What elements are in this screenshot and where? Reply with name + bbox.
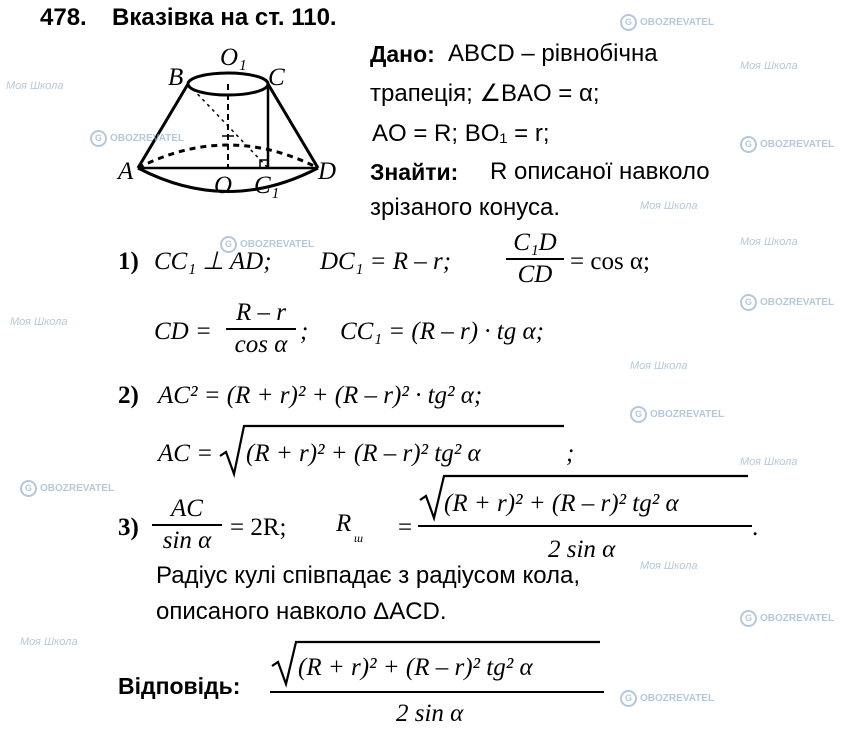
watermark-logo: G OBOZREVATEL [20, 480, 114, 497]
label-C1: C₁ [254, 172, 280, 199]
find-line-2: зрізаного конуса. [370, 194, 560, 221]
watermark-text: Моя Школа [740, 236, 798, 248]
watermark-logo: G OBOZREVATEL [620, 14, 714, 31]
watermark-text: Моя Школа [630, 360, 688, 372]
step-3-r-subscript: ш [354, 531, 364, 545]
step-1b-cc1: CC₁ = (R – r) · tg α; [340, 318, 544, 345]
watermark-text: Моя Школа [740, 60, 798, 72]
watermark-text: Моя Школа [740, 456, 798, 468]
label-O: O [214, 172, 233, 199]
step-1-fraction [506, 228, 564, 290]
step-1b-cd: CD = [154, 318, 212, 345]
watermark-logo: G OBOZREVATEL [220, 236, 314, 253]
watermark-logo: G OBOZREVATEL [620, 690, 714, 707]
conclusion-line-1: Радіус кулі співпадає з радіусом кола, [156, 562, 581, 589]
step-2-number: 2) [118, 382, 139, 409]
answer-radicand: (R + r)² + (R – r)² tg² α [298, 654, 533, 681]
step-3-equals: = [398, 514, 413, 541]
label-B: B [168, 64, 184, 91]
watermark-text: Моя Школа [20, 636, 78, 648]
answer-denominator: 2 sin α [396, 700, 464, 727]
watermark-logo: G OBOZREVATEL [90, 130, 184, 147]
step-2-ac-squared: AC² = (R + r)² + (R – r)² · tg² α; [158, 382, 483, 409]
step-3-radicand: (R + r)² + (R – r)² tg² α [444, 490, 679, 517]
watermark-text: Моя Школа [640, 560, 698, 572]
label-A: A [118, 158, 134, 185]
step-3-fraction [152, 494, 222, 556]
step-3-fraction-num: AC [171, 495, 203, 522]
find-line-1: R описаної навколо [490, 158, 710, 185]
step-3-r: R [336, 510, 352, 537]
given-line-2: трапеція; ∠BAO = α; [370, 80, 600, 107]
step-2b-radicand: (R + r)² + (R – r)² tg² α [246, 440, 481, 467]
find-label: Знайти: [370, 159, 459, 185]
watermark-text: Моя Школа [6, 80, 64, 92]
label-O1: O₁ [220, 44, 247, 71]
step-3-fraction-den: sin α [162, 527, 212, 554]
step-1b-fraction-num: R – r [236, 299, 286, 326]
label-D: D [318, 158, 337, 185]
watermark-text: Моя Школа [640, 200, 698, 212]
step-1-perpendicular: CC₁ ⊥ AD; [154, 248, 272, 275]
step-1-dc1: DC₁ = R – r; [320, 248, 452, 275]
step-3-period: . [752, 514, 759, 541]
step-1-cos: = cos α; [570, 248, 650, 275]
step-3-denominator: 2 sin α [548, 536, 616, 563]
watermark-logo: G OBOZREVATEL [740, 294, 834, 311]
given-label: Дано: [370, 41, 435, 67]
step-2b-end: ; [566, 440, 575, 467]
step-1-fraction-den: CD [517, 261, 553, 288]
label-C: C [268, 64, 285, 91]
step-3-number: 3) [118, 514, 139, 541]
step-2b-ac: AC = [158, 440, 214, 467]
watermark-logo: G OBOZREVATEL [740, 610, 834, 627]
step-1b-fraction-den: cos α [234, 331, 288, 358]
watermark-logo: G OBOZREVATEL [740, 136, 834, 153]
hint-text: Вказівка на ст. 110. [112, 4, 337, 31]
conclusion-line-2: описаного навколо ΔACD. [156, 598, 447, 625]
step-1-number: 1) [118, 248, 139, 275]
step-1-fraction-num: C₁D [513, 229, 557, 256]
given-line-1: ABCD – рівнобічна [448, 40, 658, 67]
watermark-logo: G OBOZREVATEL [630, 406, 724, 423]
step-1b-separator: ; [300, 318, 309, 345]
answer-label: Відповідь: [118, 673, 241, 699]
step-3-2r: = 2R; [230, 514, 287, 541]
given-line-3: AO = R; BO₁ = r; [372, 120, 550, 147]
problem-number: 478. [40, 4, 87, 31]
watermark-text: Моя Школа [10, 316, 68, 328]
step-1b-fraction [226, 298, 296, 360]
